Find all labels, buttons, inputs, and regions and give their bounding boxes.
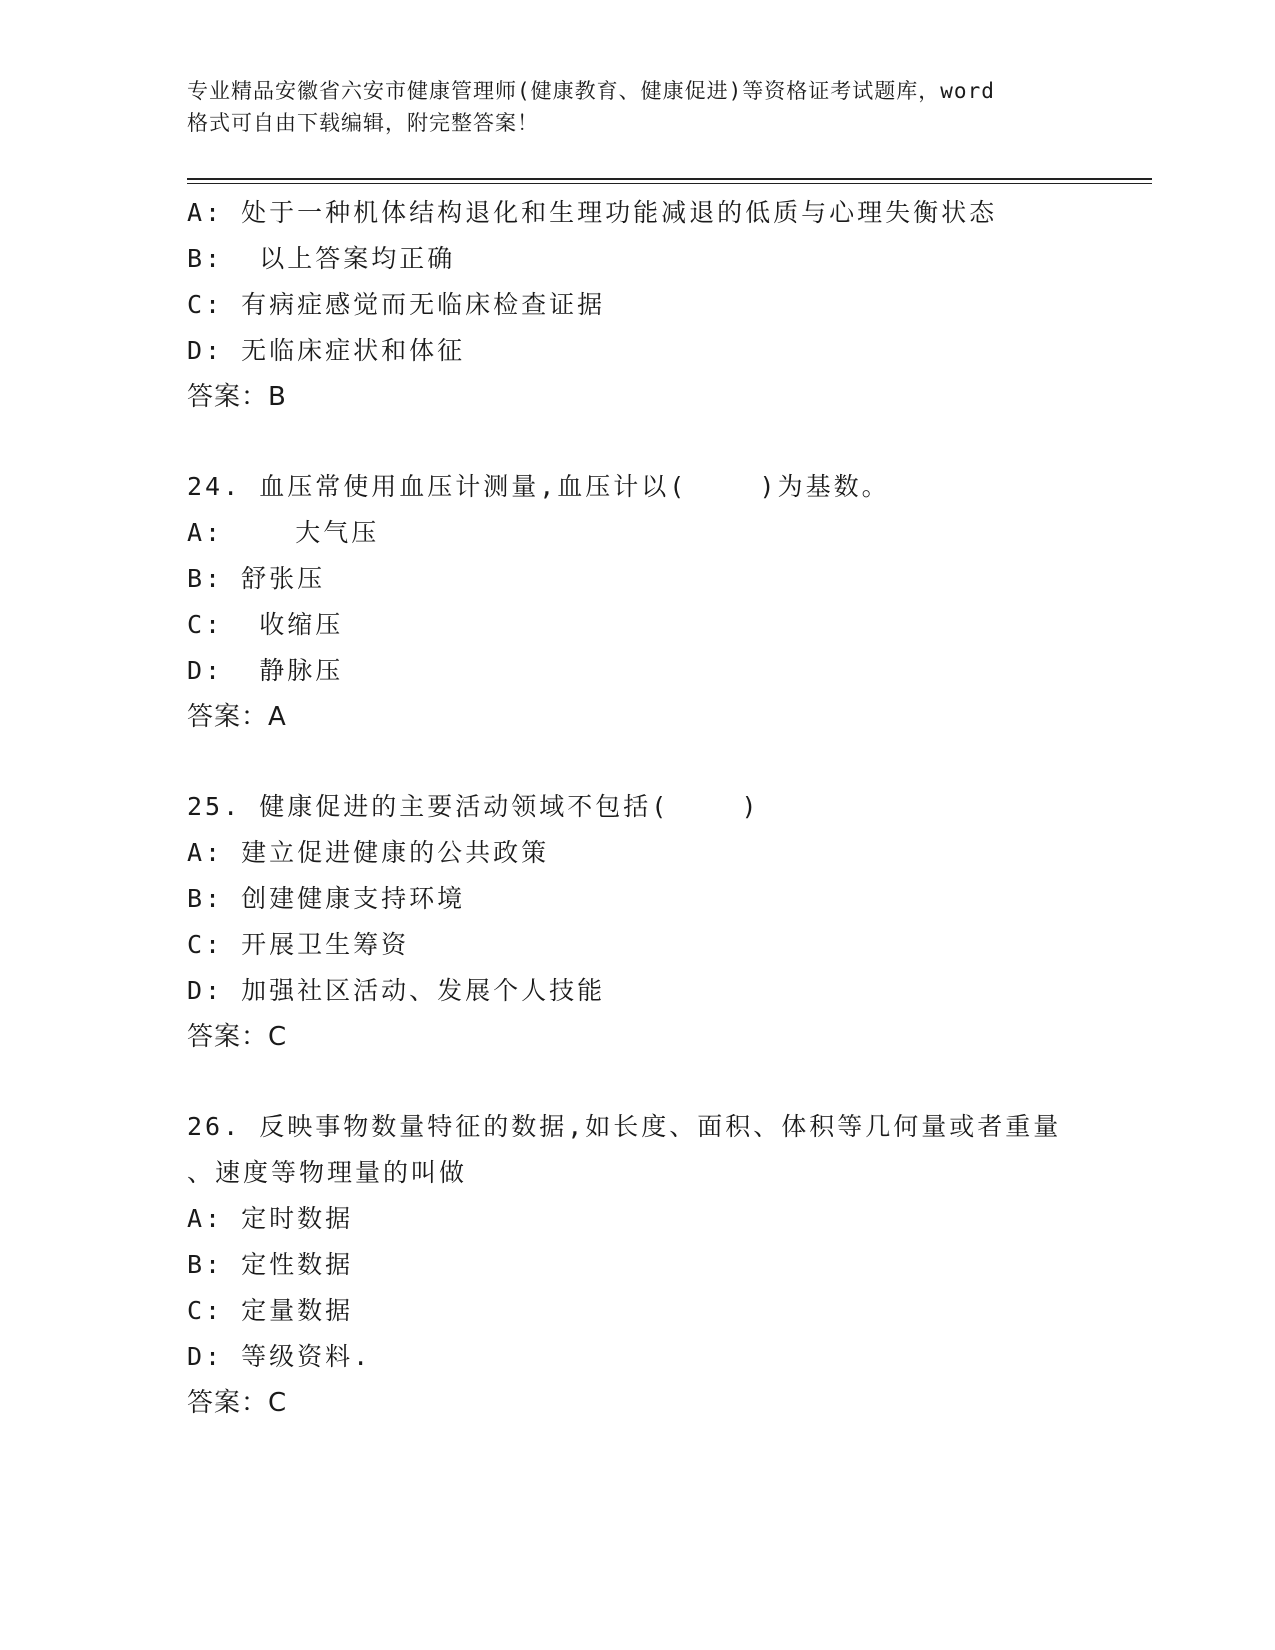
q25-option-a: A: 建立促进健康的公共政策 [187,838,550,867]
header-line-2: 格式可自由下载编辑，附完整答案！ [187,111,539,135]
header-line-1: 专业精品安徽省六安市健康管理师(健康教育、健康促进)等资格证考试题库，word [187,79,995,103]
question-list [187,190,1152,1470]
q26-option-b: B: 定性数据 [187,1250,354,1279]
q24-answer: 答案：A [187,702,287,732]
q26-option-d: D: 等级资料. [187,1342,372,1371]
document-header [187,75,1087,139]
q23-option-b: B: 以上答案均正确 [187,244,456,273]
q25-option-b: B: 创建健康支持环境 [187,884,466,913]
q23-answer: 答案：B [187,382,287,412]
q26-question-line-2: 、速度等物理量的叫做 [187,1158,468,1187]
q24-option-c: C: 收缩压 [187,610,344,639]
question-25-block [187,784,1152,1060]
q24-question: 24. 血压常使用血压计测量,血压计以( )为基数。 [187,472,890,501]
q25-option-c: C: 开展卫生筹资 [187,930,410,959]
question-24-block [187,464,1152,740]
q23-option-d: D: 无临床症状和体征 [187,336,466,365]
q26-option-c: C: 定量数据 [187,1296,354,1325]
q26-question-line-1: 26. 反映事物数量特征的数据,如长度、面积、体积等几何量或者重量 [187,1112,1062,1141]
q25-option-d: D: 加强社区活动、发展个人技能 [187,976,606,1005]
q24-option-b: B: 舒张压 [187,564,326,593]
q23-option-a: A: 处于一种机体结构退化和生理功能减退的低质与心理失衡状态 [187,198,998,227]
header-divider-thin [187,183,1152,184]
question-26-block [187,1104,1152,1426]
q24-option-a: A: 大气压 [187,518,380,547]
q26-answer: 答案：C [187,1388,288,1418]
header-divider-thick [187,178,1152,180]
q24-option-d: D: 静脉压 [187,656,344,685]
q23-option-c: C: 有病症感觉而无临床检查证据 [187,290,606,319]
q25-question: 25. 健康促进的主要活动领域不包括( ) [187,792,760,821]
q26-option-a: A: 定时数据 [187,1204,354,1233]
question-23-block [187,190,1152,420]
q25-answer: 答案：C [187,1022,288,1052]
